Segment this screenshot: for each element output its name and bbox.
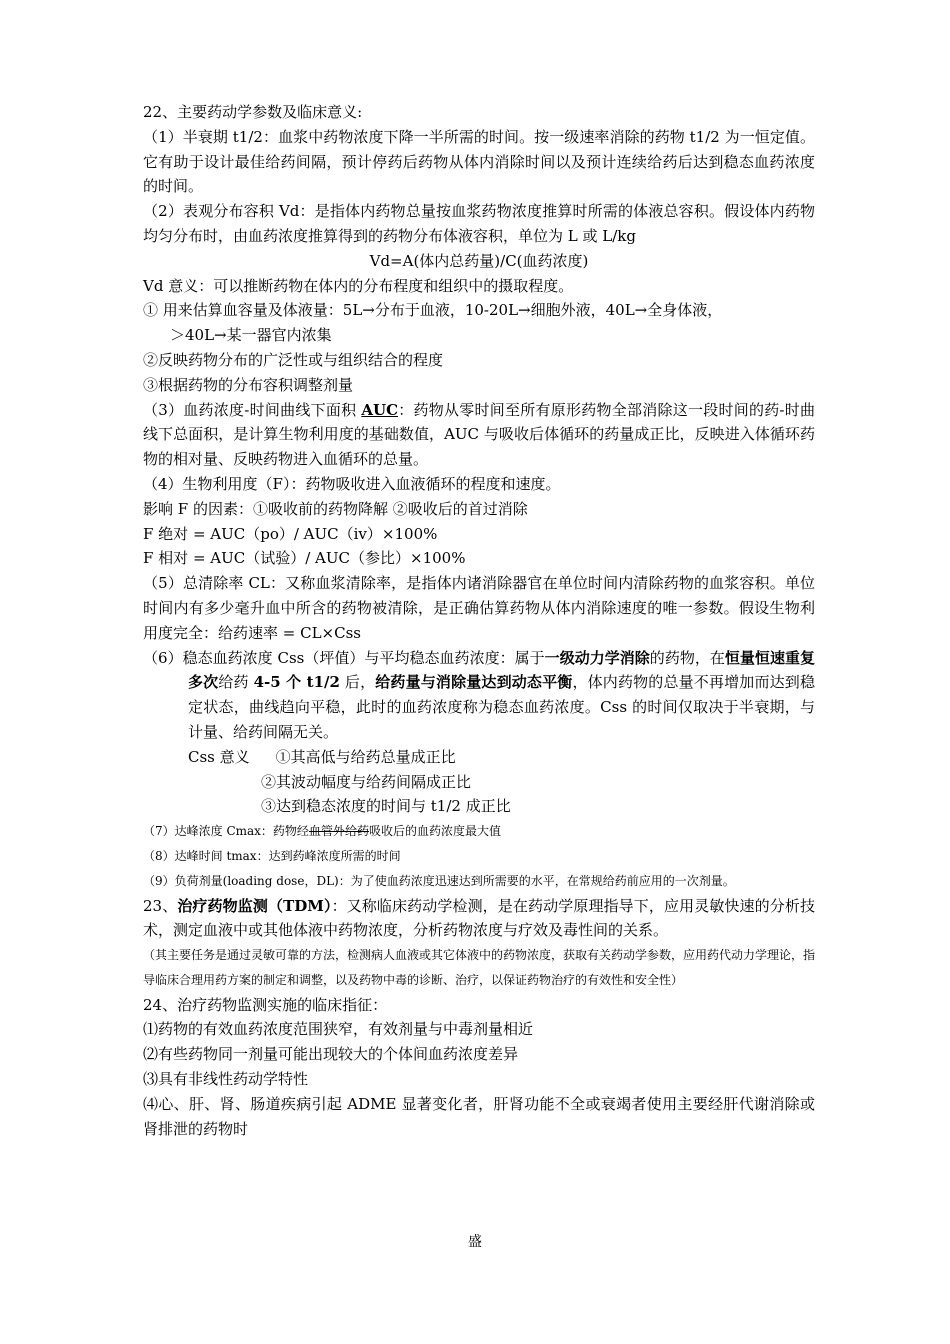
indication-2: ⑵有些药物同一剂量可能出现较大的个体间血药浓度差异 <box>143 1045 519 1064</box>
auc-term: AUC <box>361 400 399 419</box>
section-23-number: 23、 <box>143 896 178 915</box>
css-text-5: ，体内药物的总量不再增加而达到稳定状态，曲线趋向平稳，此时的血药浓度称为稳态血药浓度。Css 的时间仅取决于半衰期，与计量、给药间隔无关。 <box>188 673 815 741</box>
section-22-title: 22、主要药动学参数及临床意义: <box>143 103 363 121</box>
cmax-tail: 吸收后的血药浓度最大值 <box>368 824 501 839</box>
vd-meaning: Vd 意义：可以推断药物在体内的分布程度和组织中的摄取程度。 <box>143 276 574 295</box>
document-page <box>143 100 815 1141</box>
css-text-2: 的药物，在 <box>649 648 725 667</box>
section-24-title: 24、治疗药物监测实施的临床指征： <box>143 995 388 1014</box>
indication-3: ⑶具有非线性药动学特性 <box>143 1070 309 1089</box>
css-lead: （6）稳态血药浓度 Css（坪值）与平均稳态血药浓度：属于 <box>143 648 545 667</box>
css-bold-4: 给药量与消除量达到动态平衡 <box>375 673 573 692</box>
css-bold-3: 4-5 个 t1/2 <box>253 673 340 692</box>
f-absolute-formula: F 绝对 = AUC（po）/ AUC（iv）×100% <box>143 524 438 543</box>
tdm-definition: ：又称临床药动学检测，是在药动学原理指导下，应用灵敏快速的分析技术，测定血液中或其他体液中药物浓度，分析药物浓度与疗效及毒性间的关系。 <box>143 896 815 940</box>
css-text-3: 给药 <box>218 673 254 692</box>
tmax-line: （8）达峰时间 tmax：达到药峰浓度所需的时间 <box>143 848 401 863</box>
css-meaning-1 <box>143 745 815 770</box>
auc-lead: （3）血药浓度-时间曲线下面积 <box>143 400 362 419</box>
css-meaning-3: ③达到稳态浓度的时间与 t1/2 成正比 <box>261 797 511 816</box>
f-factors: 影响 F 的因素：①吸收前的药物降解 ②吸收后的首过消除 <box>143 499 528 518</box>
vd-item-1: ① 用来估算血容量及体液量：5L→分布于血液，10-20L→细胞外液，40L→全身体液， <box>143 301 723 320</box>
css-meaning-2: ②其波动幅度与给药间隔成正比 <box>261 772 472 791</box>
css-meaning-label: Css 意义 <box>188 747 250 766</box>
cmax-struck-text: 血管外给药 <box>308 824 369 839</box>
tdm-note: （其主要任务是通过灵敏可靠的方法，检测病人血液或其它体液中的药物浓度，获取有关药动学参数，应用药代动力学理论，指导临床合理用药方案的制定和调整，以及药物中毒的诊断、治疗，以保证药物治疗的有效性和安全性） <box>143 948 816 987</box>
indication-1: ⑴药物的有效血药浓度范围狭窄，有效剂量与中毒剂量相近 <box>143 1020 534 1039</box>
section-23-paragraph <box>143 894 815 944</box>
vd-item-3: ③根据药物的分布容积调整剂量 <box>143 375 354 394</box>
tdm-term: 治疗药物监测（TDM） <box>177 896 332 915</box>
css-bold-1: 一级动力学消除 <box>544 648 650 667</box>
page-footer: 盛 <box>468 1234 482 1250</box>
auc-body: ：药物从零时间至所有原形药物全部消除这一段时间的药-时曲线下总面积，是计算生物利用度的基础数值，AUC 与吸收后体循环的药量成正比，反映进入体循环药物的相对量、反映药物进入血循环的总量。 <box>143 400 815 469</box>
indication-4: ⑷心、肝、肾、肠道疾病引起 ADME 显著变化者，肝肾功能不全或衰竭者使用主要经肝代谢消除或肾排泄的药物时 <box>143 1094 815 1138</box>
f-relative-formula: F 相对 = AUC（试验）/ AUC（参比）×100% <box>143 549 466 568</box>
css-paragraph <box>143 646 815 745</box>
vd-item-1-cont: ＞40L→某一器官内浓集 <box>170 326 332 345</box>
vd-item-2: ②反映药物分布的广泛性或与组织结合的程度 <box>143 350 444 369</box>
css-text-4: 后， <box>339 673 376 692</box>
css-meaning-item-1: ①其高低与给药总量成正比 <box>275 747 456 766</box>
half-life-paragraph: （1）半衰期 t1/2：血浆中药物浓度下降一半所需的时间。按一级速率消除的药物 t1/2 为一恒定值。它有助于设计最佳给药间隔，预计停药后药物从体内消除时间以及预计连续给药后达到稳态血药浓度的时间。 <box>143 127 815 196</box>
css-bold-2: 恒量恒速重复多次 <box>188 648 815 692</box>
vd-paragraph: （2）表观分布容积 Vd：是指体内药物总量按血浆药物浓度推算时所需的体液总容积。假设体内药物均匀分布时，由血药浓度推算得到的药物分布体液容积，单位为 L 或 L/kg <box>143 202 815 245</box>
bioavailability-paragraph: （4）生物利用度（F）：药物吸收进入血液循环的程度和速度。 <box>143 474 561 493</box>
cmax-lead: （7）达峰浓度 Cmax：药物经 <box>143 824 309 839</box>
loading-dose-line: （9）负荷剂量(loading dose，DL)：为了使血药浓度迅速达到所需要的水平，在常规给药前应用的一次剂量。 <box>143 873 735 888</box>
cmax-line <box>143 819 815 844</box>
vd-formula: Vd=A(体内总药量)/C(血药浓度) <box>369 251 589 270</box>
clearance-paragraph: （5）总清除率 CL：又称血浆清除率，是指体内诸消除器官在单位时间内清除药物的血浆容积。单位时间内有多少毫升血中所含的药物被清除，是正确估算药物从体内消除速度的唯一参数。假设生物利用度完全：给药速率 = CL×Css <box>143 574 815 642</box>
auc-paragraph <box>143 398 815 472</box>
